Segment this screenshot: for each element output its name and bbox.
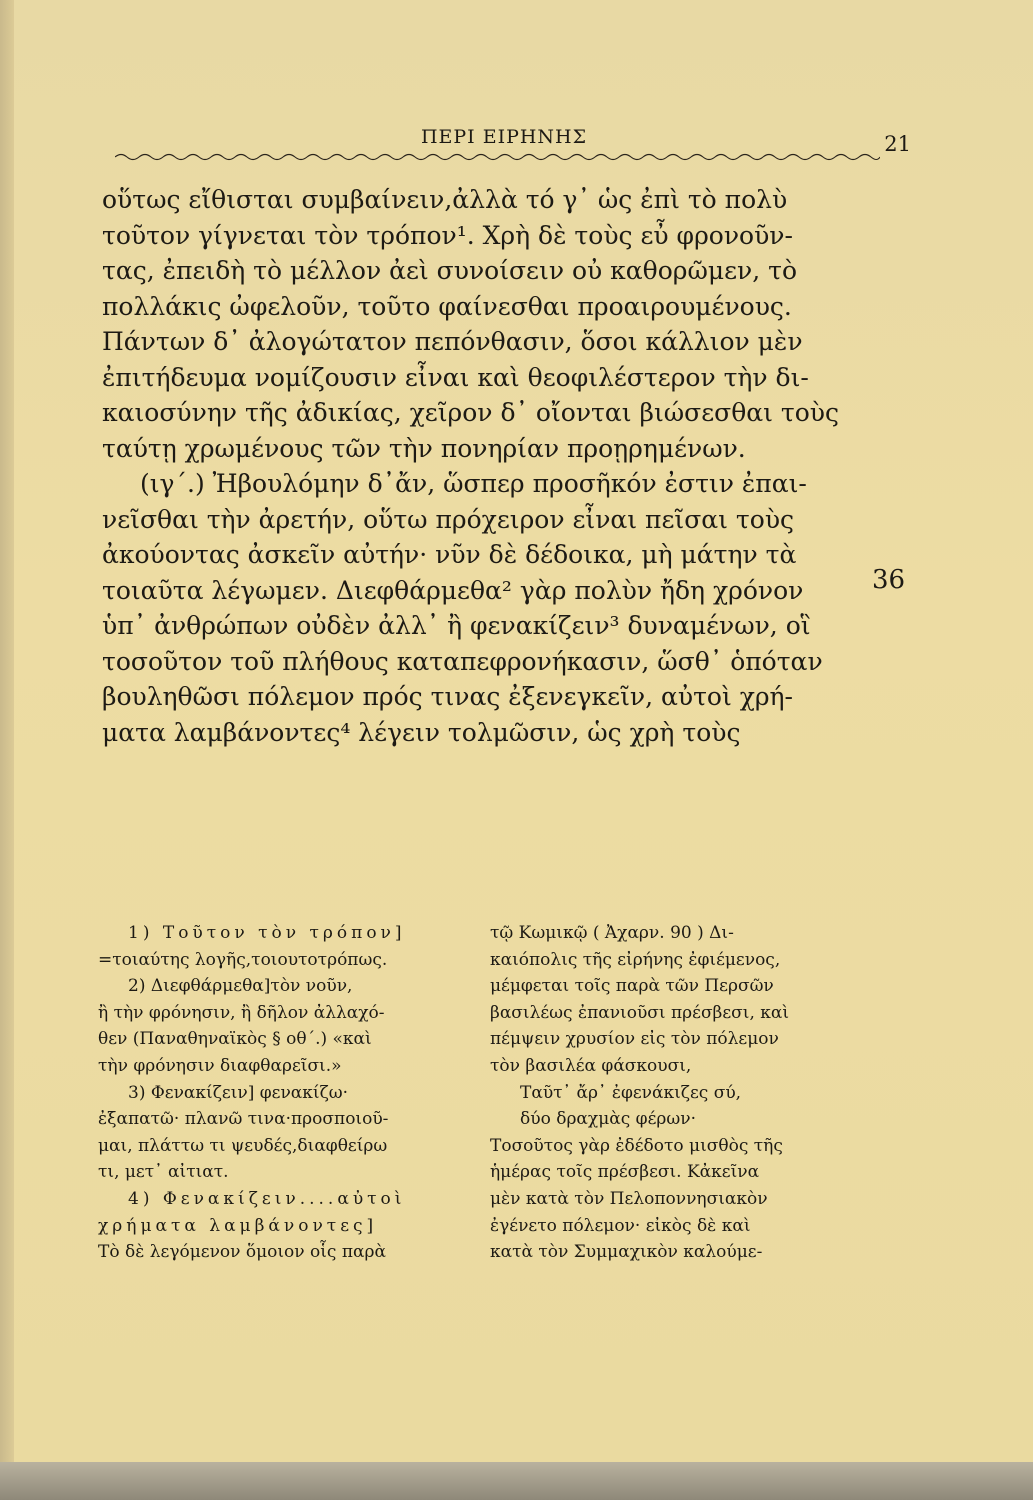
footnote-line: δύο δραχμὰς φέρων·	[520, 1109, 696, 1130]
footnote-line: Ταῦτ᾿ ἄρ᾿ ἐφενάκιζες σύ,	[520, 1082, 742, 1103]
footnote-line: =τοιαύτης λογῆς,τοιουτοτρόπως.	[98, 949, 388, 970]
footnotes-left-column	[98, 920, 480, 1266]
footnote-line: θεν (Παναθηναϊκὸς § οθ´.) «καὶ	[98, 1029, 372, 1050]
footnote-line: τι, μετ᾿ αἰτιατ.	[98, 1162, 229, 1183]
wavy-rule	[115, 150, 880, 164]
footnote-line: τῷ Κωμικῷ ( Ἀχαρν. 90 ) Δι-	[490, 923, 734, 943]
header-title: ΠΕΡΙ ΕΙΡΗΝΗΣ	[420, 126, 588, 148]
footnote-line: τὸν βασιλέα φάσκουσι,	[490, 1055, 692, 1076]
footnote-line: μαι, πλάττω τι ψευδές,διαφθείρω	[98, 1135, 388, 1156]
footnote-line: Τοσοῦτος γὰρ ἐδέδοτο μισθὸς τῆς	[490, 1135, 783, 1156]
text-line: ὑπ᾿ ἀνθρώπων οὐδὲν ἀλλ᾿ ἢ φενακίζειν³ δυναμένων, οἳ	[102, 611, 811, 640]
text-line: βουληθῶσι πόλεμον πρός τινας ἐξενεγκεῖν, αὐτοὶ χρή-	[102, 682, 793, 711]
footnote-line: κατὰ τὸν Συμμαχικὸν καλούμε-	[490, 1242, 763, 1263]
footnotes-right-column	[490, 920, 872, 1266]
footnote-line: 4) Φενακίζειν....αὐτοὶ	[128, 1188, 406, 1209]
footnote-line: καιόπολις τῆς εἰρήνης ἐφιέμενος,	[490, 949, 781, 970]
footnote-line: ἐξαπατῶ· πλανῶ τινα·προσποιοῦ-	[98, 1109, 389, 1130]
footnote-line: τὴν φρόνησιν διαφθαρεῖσι.»	[98, 1055, 342, 1076]
footnote-line: βασιλέως ἐπανιοῦσι πρέσβεσι, καὶ	[490, 1002, 790, 1023]
footnote-line: 1) Τοῦτον τὸν τρόπον]	[128, 923, 406, 943]
footnote-line: ἐγένετο πόλεμον· εἰκὸς δὲ καὶ	[490, 1215, 751, 1236]
footnote-line: μὲν κατὰ τὸν Πελοποννησιακὸν	[490, 1188, 768, 1209]
text-line: Πάντων δ᾿ ἀλογώτατον πεπόνθασιν, ὅσοι κάλλιον μὲν	[102, 327, 803, 356]
main-text	[102, 182, 882, 750]
text-line: καιοσύνην τῆς ἀδικίας, χεῖρον δ᾿ οἴονται βιώσεσθαι τοὺς	[102, 398, 839, 427]
text-line: τοῦτον γίγνεται τὸν τρόπον¹. Χρὴ δὲ τοὺς εὖ φρονοῦν-	[102, 220, 793, 250]
text-line: ματα λαμβάνοντες⁴ λέγειν τολμῶσιν, ὡς χρὴ τοὺς	[102, 717, 741, 747]
footnote-line: μέμφεται τοῖς παρὰ τῶν Περσῶν	[490, 976, 774, 997]
footnote-line: χρήματα λαμβάνοντες]	[98, 1215, 378, 1236]
footnote-line: Τὸ δὲ λεγόμενον ὅμοιον οἷς παρὰ	[98, 1242, 386, 1263]
text-line: οὕτως εἴθισται συμβαίνειν,ἀλλὰ τό γ᾿ ὡς ἐπὶ τὸ πολὺ	[102, 185, 788, 214]
footnote-line: ἡμέρας τοῖς πρέσβεσι. Κἀκεῖνα	[490, 1162, 760, 1183]
text-line: ἀκούοντας ἀσκεῖν αὐτήν· νῦν δὲ δέδοικα, μὴ μάτην τὰ	[102, 540, 797, 569]
footnote-line: πέμψειν χρυσίον εἰς τὸν πόλεμον	[490, 1029, 779, 1050]
text-line: ταύτῃ χρωμένους τῶν τὴν πονηρίαν προῃρημένων.	[102, 433, 746, 463]
text-line: νεῖσθαι τὴν ἀρετήν, οὕτω πρόχειρον εἶναι πεῖσαι τοὺς	[102, 504, 795, 534]
page-number: 21	[884, 132, 911, 156]
text-line: πολλάκις ὠφελοῦν, τοῦτο φαίνεσθαι προαιρουμένους.	[102, 291, 792, 321]
text-line: τοιαῦτα λέγωμεν. Διεφθάρμεθα² γὰρ πολὺν ἤδη χρόνον	[102, 575, 804, 605]
page-left-edge	[0, 0, 14, 1500]
text-line: (ιγ´.) Ἠβουλόμην δ᾿ἄν, ὥσπερ προσῆκόν ἐστιν ἐπαι-	[140, 469, 807, 498]
footnote-line: ἢ τὴν φρόνησιν, ἢ δῆλον ἀλλαχό-	[98, 1002, 385, 1023]
text-line: τοσοῦτον τοῦ πλήθους καταπεφρονήκασιν, ὥσθ᾿ ὁπόταν	[102, 646, 823, 676]
text-line: ἐπιτήδευμα νομίζουσιν εἶναι καὶ θεοφιλέστερον τὴν δι-	[102, 362, 809, 392]
margin-line-number: 36	[872, 565, 906, 595]
footnote-line: 2) Διεφθάρμεθα]τὸν νοῦν,	[128, 976, 353, 997]
footnote-line: 3) Φενακίζειν] φενακίζω·	[128, 1082, 349, 1103]
page-bottom-edge	[0, 1462, 1033, 1500]
text-line: τας, ἐπειδὴ τὸ μέλλον ἀεὶ συνοίσειν οὐ καθορῶμεν, τὸ	[102, 256, 798, 285]
